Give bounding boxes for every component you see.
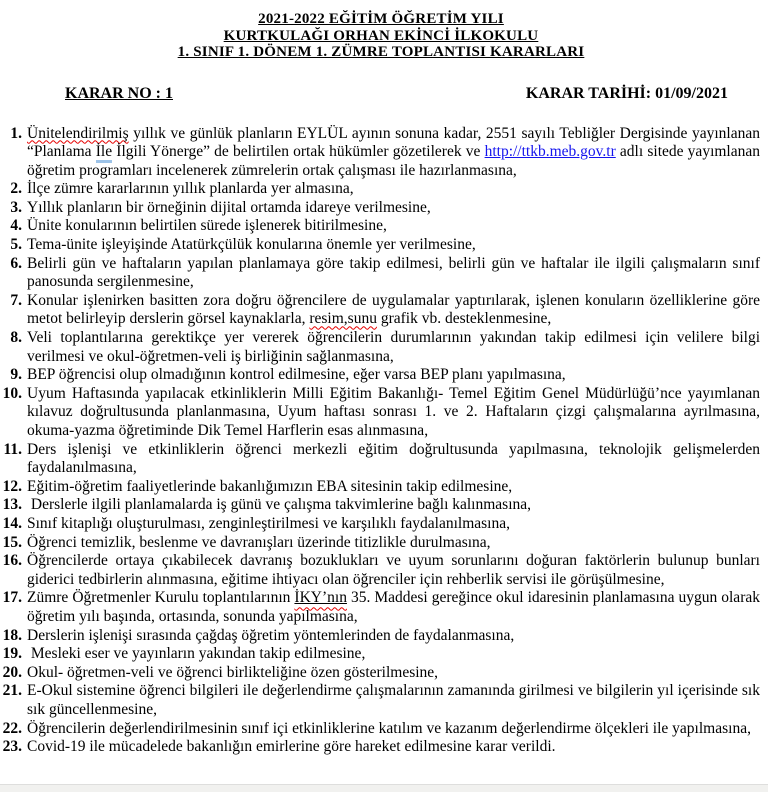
decision-item: [2, 682, 760, 719]
item-number: 21.: [2, 682, 22, 700]
item-number: 18.: [2, 626, 22, 644]
item-text: BEP öğrencisi olup olmadığının kontrol edilmesine, eğer varsa BEP planı yapılmasına,: [27, 366, 566, 384]
decision-item: [2, 292, 760, 329]
decision-item: [2, 217, 760, 236]
item-number: 4.: [10, 217, 22, 235]
item-number: 17.: [2, 589, 22, 607]
decision-item: [2, 236, 760, 255]
item-text: Veli toplantılarına gerektikçe yer vererek öğrencilerin durumlarının yakından takip edilmesi için velilere bilgi verilmesi ve okul-öğretmen-veli iş birliğinin sağlanmasına,: [27, 329, 760, 365]
item-number: 7.: [10, 291, 22, 309]
grammar-flagged-word: İle: [96, 143, 112, 163]
item-number: 3.: [10, 198, 22, 216]
decision-item: [2, 255, 760, 292]
item-text: İlgili Yönerge” de belirtilen ortak hükümler gözetilerek ve: [112, 143, 485, 161]
item-text: Derslerin işlenişi sırasında çağdaş öğretim yöntemlerinden de faydalanmasına,: [27, 626, 515, 644]
item-number: 23.: [2, 738, 22, 756]
decision-item: [2, 720, 760, 739]
decision-header-row: [65, 85, 728, 103]
item-number: 12.: [2, 477, 22, 495]
decision-item: [2, 664, 760, 683]
decision-item: [2, 478, 760, 497]
item-text: Derslerle ilgili planlamalarda iş günü ve çalışma takvimlerine bağlı kalınmasına,: [27, 496, 532, 514]
item-text: Uyum Haftasında yapılacak etkinliklerin Milli Eğitim Bakanlığı- Temel Eğitim Genel Müdürlüğü’nce yayımlanan kılavuz doğrultusunda planlanmasına, Uyum haftası sonrası 1. ve 2. Haftaların çizgi çalışmalarına ayrılmasına, okuma-yazma öğretiminde Dik Temel Harflerin esas alınmasına,: [27, 384, 760, 439]
item-text: adlı sitede yayımlanan öğretim programları incelenerek zümrelerin ortak çalışması ile hazırlanmasına,: [27, 143, 760, 179]
item-text: Ders işlenişi ve etkinliklerin öğrenci merkezli eğitim doğrultusunda yapılmasına, teknolojik gelişmelerden faydalanılmasına,: [27, 440, 760, 477]
decision-item: [2, 515, 760, 534]
decision-date: KARAR TARİHİ: 01/09/2021: [525, 84, 728, 102]
decision-item: [2, 552, 760, 589]
item-number: 6.: [10, 254, 22, 272]
underlined-misspelled-word: İKY’nın: [294, 589, 347, 607]
page-bottom-edge: [0, 784, 768, 792]
item-number: 16.: [2, 552, 22, 570]
decision-item: [2, 589, 760, 626]
decision-item: [2, 534, 760, 553]
item-number: 20.: [2, 663, 22, 681]
item-text: Öğrenci temizlik, beslenme ve davranışları üzerinde titizlikle durulmasına,: [27, 533, 491, 551]
document-title: [2, 11, 760, 61]
ttkb-hyperlink[interactable]: http://ttkb.meb.gov.tr: [484, 143, 616, 161]
decision-item: [2, 180, 760, 199]
item-number: 11.: [3, 440, 22, 458]
item-text: Öğrencilerin değerlendirilmesinin sınıf içi etkinliklerine katılım ve kazanım değerlendirme ölçekleri ile yapılmasına,: [27, 719, 751, 737]
item-text: Öğrencilerde ortaya çıkabilecek davranış bozuklukları ve uyum sorunlarını doğuran faktörlerin bulunup bunları giderici tedbirlerin alınmasına, eğitime ihtiyacı olan öğrenciler için rehberlik servisi ile görüşülmesine,: [27, 552, 760, 588]
decision-item: [2, 627, 760, 646]
item-number: 2.: [10, 180, 22, 198]
item-number: 13.: [2, 496, 22, 514]
item-number: 15.: [2, 533, 22, 551]
item-text: Yıllık planların bir örneğinin dijital ortamda idareye verilmesine,: [27, 198, 431, 216]
decision-item: [2, 385, 760, 441]
decision-item: [2, 645, 760, 664]
item-text: Zümre Öğretmenler Kurulu toplantılarının: [27, 589, 295, 607]
decision-item: [2, 366, 760, 385]
item-text: Tema-ünite işleyişinde Atatürkçülük konularına önemle yer verilmesine,: [27, 236, 476, 254]
item-text: E-Okul sistemine öğrenci bilgileri ile değerlendirme çalışmalarının zamanında girilmesi ve bilgilerin yıl içerisinde sık sık güncellenmesine,: [27, 682, 760, 718]
item-number: 1.: [10, 124, 22, 142]
item-text: İlçe zümre kararlarının yıllık planlarda yer almasına,: [27, 180, 354, 198]
spellcheck-flagged-word: Ünitelendirilmiş: [27, 124, 129, 142]
item-text: Covid-19 ile mücadelede bakanlığın emirlerine göre hareket edilmesine karar verildi.: [27, 738, 556, 756]
item-number: 14.: [2, 514, 22, 532]
item-text: Ünite konularının belirtilen sürede işlenerek bitirilmesine,: [27, 217, 387, 235]
decision-item: [2, 125, 760, 181]
item-number: 10.: [2, 384, 22, 402]
item-text: Mesleki eser ve yayınların yakından takip edilmesine,: [27, 645, 366, 663]
decision-item: [2, 199, 760, 218]
item-text: Okul- öğretmen-veli ve öğrenci birlikteliğine özen gösterilmesine,: [27, 663, 439, 681]
title-line-meeting: 1. SINIF 1. DÖNEM 1. ZÜMRE TOPLANTISI KARARLARI: [177, 44, 585, 60]
item-text: Belirli gün ve haftaların yapılan planlamaya göre takip edilmesi, belirli gün ve haftalar ile ilgili çalışmaların sınıf panosunda sergilenmesine,: [27, 254, 760, 291]
decision-item: [2, 496, 760, 515]
item-number: 19.: [2, 645, 22, 663]
decision-list: [2, 125, 760, 757]
item-number: 9.: [10, 366, 22, 384]
item-text: Eğitim-öğretim faaliyetlerinde bakanlığımızın EBA sitesinin takip edilmesine,: [27, 477, 513, 495]
spellcheck-flagged-word: resim,sunu: [309, 310, 377, 328]
decision-item: [2, 329, 760, 366]
item-number: 8.: [10, 329, 22, 347]
item-text: Konular işlenirken basitten zora doğru öğrencilere de uygulamalar yaptırılarak, işlenen konuların özelliklerine göre metot belirleyip derslerin görsel kaynaklarla,: [27, 291, 760, 328]
decision-item: [2, 738, 760, 757]
decision-item: [2, 441, 760, 478]
decision-number: KARAR NO : 1: [65, 84, 173, 102]
item-text: Sınıf kitaplığı oluşturulması, zenginleştirilmesi ve karşılıklı faydalanılmasına,: [27, 514, 510, 532]
item-text: yıllık ve günlük planların EYLÜL ayının sonuna kadar, 2551 sayılı Tebliğler Dergisinde yayınlanan “Planlama: [27, 124, 760, 161]
title-line-school: KURTKULAĞI ORHAN EKİNCİ İLKOKULU: [223, 27, 539, 44]
item-text: grafik vb. desteklenmesine,: [376, 310, 552, 328]
item-number: 5.: [10, 236, 22, 254]
item-number: 22.: [2, 719, 22, 737]
title-line-year: 2021-2022 EĞİTİM ÖĞRETİM YILI: [258, 11, 504, 27]
item-text: 35. Maddesi gereğince okul idaresinin planlamasına uygun olarak öğretim yılı başında, ortasında, sonunda yapılmasına,: [27, 589, 760, 625]
